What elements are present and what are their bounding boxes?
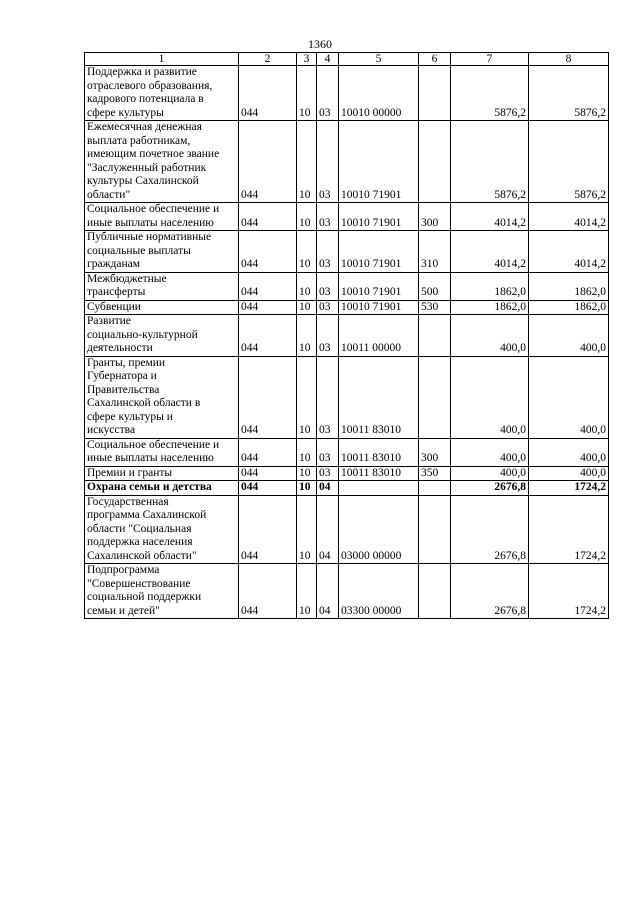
target-item-cell: 03300 00000 bbox=[339, 564, 419, 619]
table-row bbox=[85, 356, 609, 438]
target-item-cell: 10011 83010 bbox=[339, 438, 419, 466]
target-item-cell: 10011 00000 bbox=[339, 315, 419, 357]
subsection-code-cell: 03 bbox=[317, 121, 339, 203]
amount-col7-cell: 5876,2 bbox=[451, 66, 529, 121]
row-name-cell bbox=[85, 203, 239, 231]
section-code-cell: 10 bbox=[297, 300, 317, 315]
expense-type-cell bbox=[419, 121, 451, 203]
expense-type-cell bbox=[419, 356, 451, 438]
row-name-cell bbox=[85, 481, 239, 496]
amount-col7-cell: 4014,2 bbox=[451, 231, 529, 273]
row-name-cell bbox=[85, 121, 239, 203]
table-body bbox=[85, 66, 609, 619]
subsection-code-cell: 03 bbox=[317, 356, 339, 438]
amount-col8-cell: 400,0 bbox=[529, 438, 609, 466]
ministry-code-cell: 044 bbox=[239, 66, 297, 121]
section-code-cell: 10 bbox=[297, 466, 317, 481]
expense-type-cell: 350 bbox=[419, 466, 451, 481]
subsection-code-cell: 03 bbox=[317, 231, 339, 273]
row-name-cell bbox=[85, 564, 239, 619]
target-item-cell: 10011 83010 bbox=[339, 356, 419, 438]
expense-type-cell bbox=[419, 66, 451, 121]
row-name-text: Публичные нормативные социальные выплаты гражданам bbox=[87, 231, 212, 270]
row-name-text: Субвенции bbox=[87, 300, 141, 313]
target-item-cell: 10010 71901 bbox=[339, 231, 419, 273]
amount-col8-cell: 1862,0 bbox=[529, 300, 609, 315]
section-code-cell: 10 bbox=[297, 121, 317, 203]
amount-col7-cell: 1862,0 bbox=[451, 272, 529, 300]
amount-col8-cell: 1724,2 bbox=[529, 495, 609, 564]
subsection-code-cell: 04 bbox=[317, 564, 339, 619]
ministry-code-cell: 044 bbox=[239, 466, 297, 481]
row-name-cell bbox=[85, 495, 239, 564]
table-row bbox=[85, 495, 609, 564]
ministry-code-cell: 044 bbox=[239, 300, 297, 315]
ministry-code-cell: 044 bbox=[239, 356, 297, 438]
row-name-cell bbox=[85, 438, 239, 466]
expense-type-cell bbox=[419, 315, 451, 357]
amount-col8-cell: 5876,2 bbox=[529, 121, 609, 203]
table-row bbox=[85, 272, 609, 300]
header-row bbox=[85, 53, 609, 66]
target-item-cell: 10010 00000 bbox=[339, 66, 419, 121]
row-name-text: Ежемесячная денежная выплата работникам, имеющим почетное звание "Заслуженный работник культуры Сахалинской области" bbox=[87, 121, 220, 201]
expense-type-cell bbox=[419, 564, 451, 619]
section-code-cell: 10 bbox=[297, 231, 317, 273]
column-header-7: 7 bbox=[451, 53, 529, 66]
ministry-code-cell: 044 bbox=[239, 495, 297, 564]
ministry-code-cell: 044 bbox=[239, 438, 297, 466]
ministry-code-cell: 044 bbox=[239, 121, 297, 203]
subsection-code-cell: 04 bbox=[317, 481, 339, 496]
row-name-cell bbox=[85, 272, 239, 300]
row-name-text: Подпрограмма "Совершенствование социальной поддержки семьи и детей" bbox=[87, 564, 202, 617]
amount-col7-cell: 1862,0 bbox=[451, 300, 529, 315]
column-header-6: 6 bbox=[419, 53, 451, 66]
ministry-code-cell: 044 bbox=[239, 481, 297, 496]
column-header-3: 3 bbox=[297, 53, 317, 66]
section-code-cell: 10 bbox=[297, 438, 317, 466]
table-row bbox=[85, 66, 609, 121]
row-name-text: Гранты, премии Губернатора и Правительства Сахалинской области в сфере культуры и искусства bbox=[87, 356, 201, 436]
section-code-cell: 10 bbox=[297, 203, 317, 231]
target-item-cell: 03000 00000 bbox=[339, 495, 419, 564]
section-code-cell: 10 bbox=[297, 272, 317, 300]
target-item-cell: 10010 71901 bbox=[339, 121, 419, 203]
row-name-cell bbox=[85, 300, 239, 315]
expense-type-cell: 500 bbox=[419, 272, 451, 300]
amount-col7-cell: 400,0 bbox=[451, 438, 529, 466]
target-item-cell: 10010 71901 bbox=[339, 300, 419, 315]
amount-col8-cell: 400,0 bbox=[529, 315, 609, 357]
amount-col7-cell: 2676,8 bbox=[451, 481, 529, 496]
column-header-8: 8 bbox=[529, 53, 609, 66]
column-header-1: 1 bbox=[85, 53, 239, 66]
expense-type-cell bbox=[419, 481, 451, 496]
amount-col8-cell: 400,0 bbox=[529, 466, 609, 481]
expense-type-cell: 530 bbox=[419, 300, 451, 315]
row-name-cell bbox=[85, 66, 239, 121]
table-row bbox=[85, 438, 609, 466]
budget-table bbox=[84, 52, 609, 619]
table-row bbox=[85, 481, 609, 496]
column-header-5: 5 bbox=[339, 53, 419, 66]
subsection-code-cell: 03 bbox=[317, 272, 339, 300]
ministry-code-cell: 044 bbox=[239, 231, 297, 273]
section-code-cell: 10 bbox=[297, 66, 317, 121]
table-row bbox=[85, 231, 609, 273]
ministry-code-cell: 044 bbox=[239, 203, 297, 231]
table-row bbox=[85, 300, 609, 315]
amount-col8-cell: 400,0 bbox=[529, 356, 609, 438]
table-row bbox=[85, 564, 609, 619]
amount-col7-cell: 5876,2 bbox=[451, 121, 529, 203]
table-row bbox=[85, 466, 609, 481]
amount-col8-cell: 4014,2 bbox=[529, 231, 609, 273]
row-name-text: Социальное обеспечение и иные выплаты населению bbox=[87, 438, 220, 464]
subsection-code-cell: 03 bbox=[317, 203, 339, 231]
subsection-code-cell: 04 bbox=[317, 495, 339, 564]
ministry-code-cell: 044 bbox=[239, 564, 297, 619]
subsection-code-cell: 03 bbox=[317, 66, 339, 121]
amount-col8-cell: 1724,2 bbox=[529, 564, 609, 619]
row-name-text: Социальное обеспечение и иные выплаты населению bbox=[87, 203, 220, 229]
amount-col7-cell: 400,0 bbox=[451, 466, 529, 481]
section-code-cell: 10 bbox=[297, 495, 317, 564]
row-name-text: Поддержка и развитие отраслевого образования, кадрового потенциала в сфере культуры bbox=[87, 66, 213, 119]
expense-type-cell: 300 bbox=[419, 438, 451, 466]
row-name-text: Государственная программа Сахалинской области "Социальная поддержка населения Сахалинской области" bbox=[87, 495, 207, 562]
amount-col8-cell: 4014,2 bbox=[529, 203, 609, 231]
amount-col7-cell: 400,0 bbox=[451, 315, 529, 357]
row-name-cell bbox=[85, 466, 239, 481]
column-header-2: 2 bbox=[239, 53, 297, 66]
row-name-cell bbox=[85, 315, 239, 357]
amount-col8-cell: 5876,2 bbox=[529, 66, 609, 121]
target-item-cell: 10011 83010 bbox=[339, 466, 419, 481]
expense-type-cell: 310 bbox=[419, 231, 451, 273]
row-name-cell bbox=[85, 356, 239, 438]
row-name-text: Охрана семьи и детства bbox=[87, 481, 212, 493]
section-code-cell: 10 bbox=[297, 564, 317, 619]
subsection-code-cell: 03 bbox=[317, 315, 339, 357]
target-item-cell: 10010 71901 bbox=[339, 203, 419, 231]
table-row bbox=[85, 121, 609, 203]
section-code-cell: 10 bbox=[297, 356, 317, 438]
amount-col8-cell: 1862,0 bbox=[529, 272, 609, 300]
expense-type-cell bbox=[419, 495, 451, 564]
page-number: 1360 bbox=[308, 37, 332, 51]
row-name-text: Развитие социально-культурной деятельности bbox=[87, 315, 198, 354]
row-name-cell bbox=[85, 231, 239, 273]
target-item-cell: 10010 71901 bbox=[339, 272, 419, 300]
section-code-cell: 10 bbox=[297, 315, 317, 357]
section-code-cell: 10 bbox=[297, 481, 317, 496]
table-row bbox=[85, 203, 609, 231]
amount-col8-cell: 1724,2 bbox=[529, 481, 609, 496]
subsection-code-cell: 03 bbox=[317, 300, 339, 315]
ministry-code-cell: 044 bbox=[239, 272, 297, 300]
amount-col7-cell: 4014,2 bbox=[451, 203, 529, 231]
amount-col7-cell: 2676,8 bbox=[451, 495, 529, 564]
row-name-text: Межбюджетные трансферты bbox=[87, 272, 167, 298]
expense-type-cell: 300 bbox=[419, 203, 451, 231]
ministry-code-cell: 044 bbox=[239, 315, 297, 357]
amount-col7-cell: 400,0 bbox=[451, 356, 529, 438]
column-header-4: 4 bbox=[317, 53, 339, 66]
target-item-cell bbox=[339, 481, 419, 496]
row-name-text: Премии и гранты bbox=[87, 466, 173, 479]
amount-col7-cell: 2676,8 bbox=[451, 564, 529, 619]
subsection-code-cell: 03 bbox=[317, 438, 339, 466]
subsection-code-cell: 03 bbox=[317, 466, 339, 481]
table-row bbox=[85, 315, 609, 357]
